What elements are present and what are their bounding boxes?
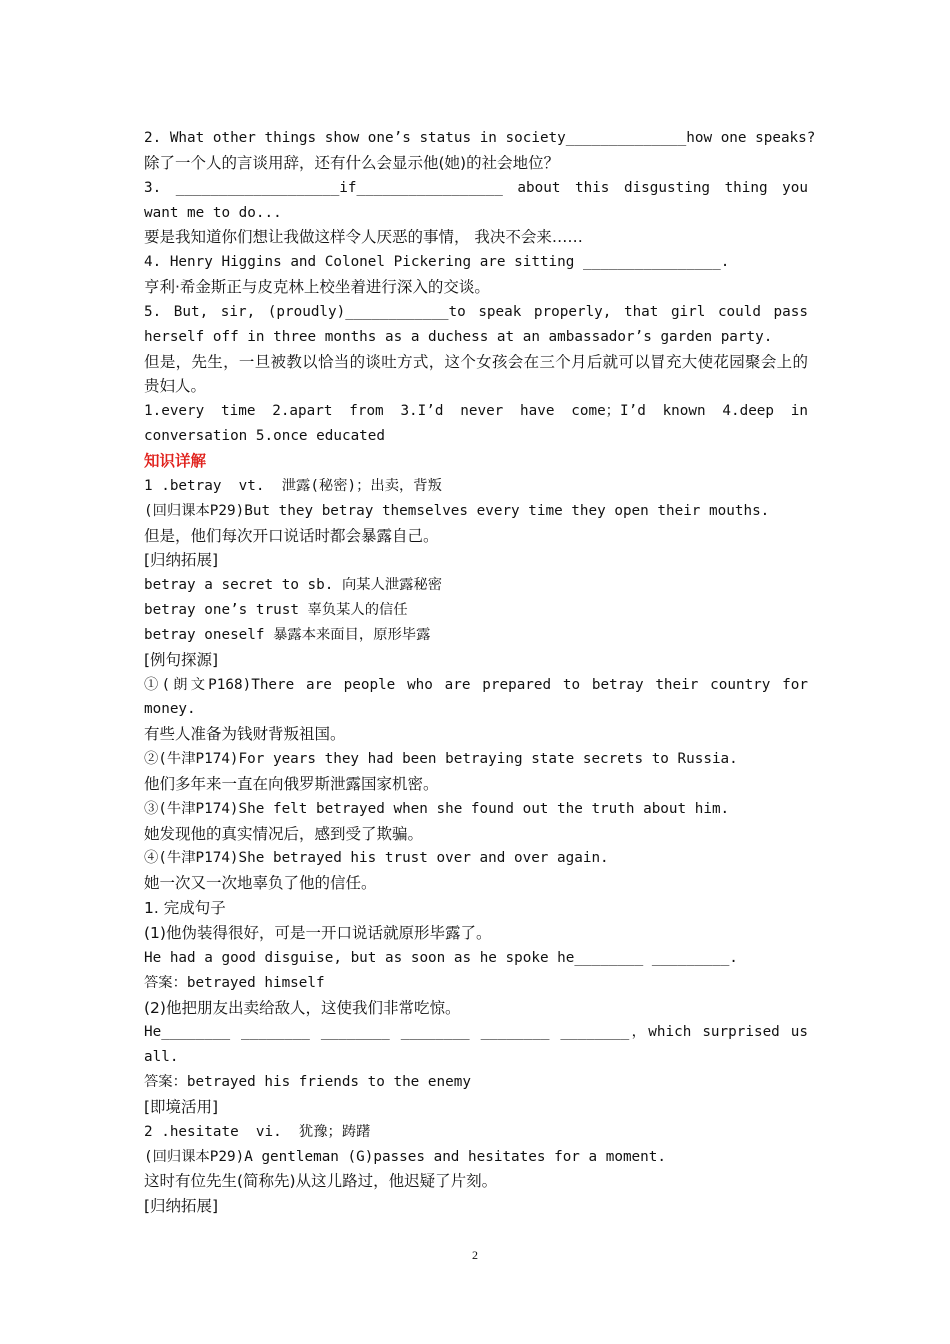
text-line: 他们多年来一直在向俄罗斯泄露国家机密。 [144,774,439,793]
text-line: 3. ___________________if_________________ about this disgusting thing you want me to do... [144,179,808,221]
text-line: (1)他伪装得很好，可是一开口说话就原形毕露了。 [144,924,492,942]
text-line: 她一次又一次地辜负了他的信任。 [144,874,377,893]
text-line: 答案：betrayed himself [144,974,325,991]
text-line: 1. 完成句子 [144,899,226,918]
document-body [144,126,816,1219]
text-line: ③(牛津P174)She felt betrayed when she found out the truth about him. [144,800,730,817]
text-line: (回归课本P29)A gentleman (G)passes and hesitates for a moment. [144,1148,666,1165]
text-line: He had a good disguise, but as soon as he spoke he________ _________. [144,949,738,966]
text-line: 4. Henry Higgins and Colonel Pickering are sitting ________________. [144,254,730,271]
text-line: [归纳拓展] [144,551,219,570]
text-line: 1 .betray vt. 泄露(秘密)；出卖，背叛 [144,477,442,494]
text-line: He________ ________ ________ ________ ________ ________，which surprised us all. [144,1024,808,1066]
text-line: [例句探源] [144,650,219,669]
text-line: [归纳拓展] [144,1197,219,1216]
page-number: 2 [472,1248,478,1262]
text-line: 但是，他们每次开口说话时都会暴露自己。 [144,526,439,545]
text-line: (2)他把朋友出卖给敌人，这使我们非常吃惊。 [144,998,461,1017]
section-heading: 知识详解 [144,451,207,470]
text-line: ①(朗文P168)There are people who are prepared to betray their country for money. [144,676,808,718]
text-line: betray one’s trust 辜负某人的信任 [144,602,408,619]
text-line: 但是，先生，一旦被教以恰当的谈吐方式，这个女孩会在三个月后就可以冒充大使花园聚会上的贵妇人。 [144,352,808,396]
text-line: 答案：betrayed his friends to the enemy [144,1074,471,1091]
text-line: ②(牛津P174)For years they had been betraying state secrets to Russia. [144,751,738,768]
text-line: (回归课本P29)But they betray themselves every time they open their mouths. [144,502,770,519]
text-line: 5. But, sir, (proudly)____________to speak properly, that girl could pass herself off in three months as a duchess at an ambassador’s garden party. [144,303,808,345]
text-line: 2 .hesitate vi. 犹豫；踌躇 [144,1123,371,1140]
text-line: 亨利·希金斯正与皮克林上校坐着进行深入的交谈。 [144,278,490,297]
text-line: 有些人准备为钱财背叛祖国。 [144,725,346,744]
text-line: [即境活用] [144,1097,219,1116]
text-line: 她发现他的真实情况后，感到受了欺骗。 [144,824,424,843]
text-line: betray a secret to sb. 向某人泄露秘密 [144,577,443,594]
text-line: 除了一个人的言谈用辞，还有什么会显示他(她)的社会地位？ [144,153,560,172]
text-line: betray oneself 暴露本来面目，原形毕露 [144,626,431,643]
text-line: 要是我知道你们想让我做这样令人厌恶的事情， 我决不会来…… [144,228,583,247]
text-line: 2. What other things show one’s status in society______________how one speaks? [144,130,816,146]
text-line: ④(牛津P174)She betrayed his trust over and over again. [144,850,609,867]
text-line: 这时有位先生(简称先)从这儿路过，他迟疑了片刻。 [144,1172,498,1191]
text-line: 1.every time 2.apart from 3.I’d never have come；I’d known 4.deep in conversation 5.once educated [144,403,808,445]
